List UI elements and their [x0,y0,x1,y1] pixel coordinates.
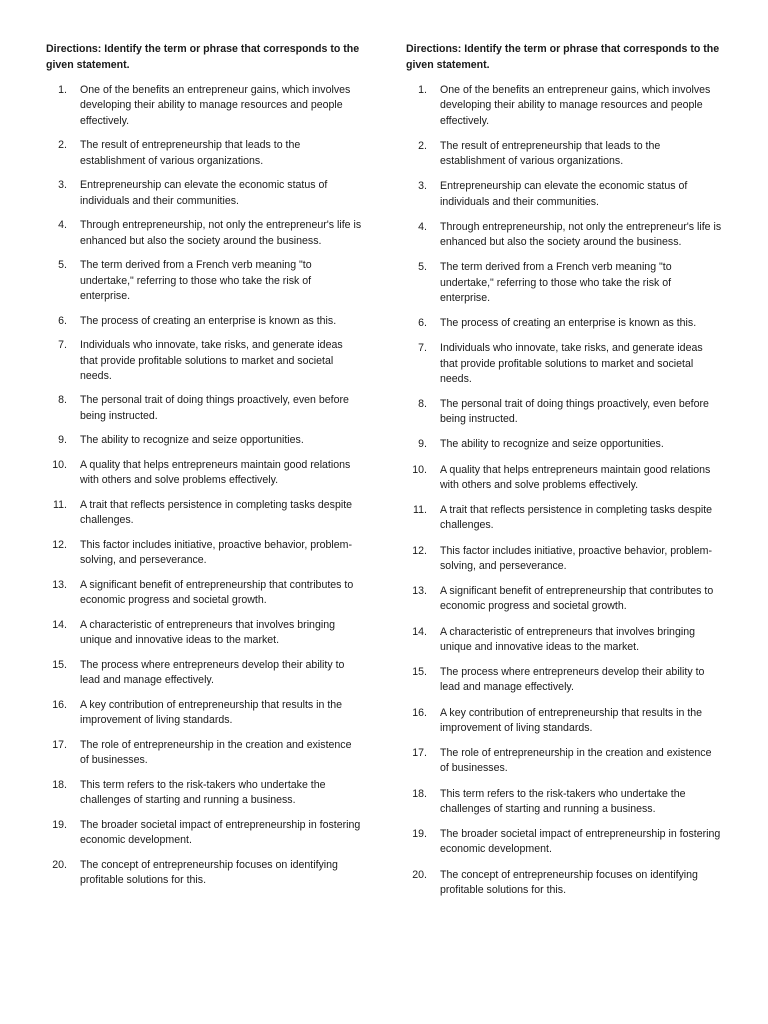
question-text: A significant benefit of entrepreneurship that contributes to economic progress and societal growth. [80,579,354,607]
question-item [406,868,722,899]
question-text: The concept of entrepreneurship focuses on identifying profitable solutions for this. [440,868,698,896]
question-text: Through entrepreneurship, not only the entrepreneur's life is enhanced but also the society around the business. [80,219,362,247]
question-text: Through entrepreneurship, not only the entrepreneur's life is enhanced but also the society around the business. [440,220,722,249]
question-text: The broader societal impact of entrepreneurship in fostering economic development. [80,819,361,847]
question-number: 12. [412,544,427,557]
question-item [406,787,722,818]
question-item [46,338,362,384]
question-number: 1. [58,84,67,96]
directions-heading: Directions: Identify the term or phrase that corresponds to the given statement. [46,43,360,71]
question-number: 20. [412,868,427,881]
question-item [406,260,722,306]
question-text: A characteristic of entrepreneurs that involves bringing unique and innovative ideas to the market. [80,619,335,647]
question-number: 17. [412,747,427,760]
question-text: One of the benefits an entrepreneur gains, which involves developing their ability to manage resources and people effectively. [80,84,351,127]
question-text: A trait that reflects persistence in completing tasks despite challenges. [80,499,353,527]
question-text: The personal trait of doing things proactively, even before being instructed. [80,394,349,422]
question-text: Entrepreneurship can elevate the economic status of individuals and their communities. [440,180,688,208]
question-item [46,314,362,329]
question-number: 18. [412,787,427,800]
question-item [46,178,362,209]
question-item [406,139,722,170]
question-list [406,83,722,898]
question-number: 7. [418,342,427,355]
question-number: 19. [412,828,427,841]
question-item [46,698,362,729]
question-number: 9. [418,438,427,451]
question-list [46,83,362,889]
question-number: 4. [418,220,427,233]
question-item [46,138,362,169]
question-number: 8. [418,397,427,410]
question-text: The role of entrepreneurship in the creation and existence of businesses. [440,747,712,775]
question-item [406,503,722,534]
question-item [406,827,722,858]
question-number: 7. [58,339,67,352]
question-number: 17. [52,739,67,752]
question-item [46,578,362,609]
question-item [406,179,722,210]
right-worksheet-column [406,42,722,908]
left-worksheet-column [46,42,362,898]
question-number: 19. [52,819,67,832]
question-number: 1. [418,84,427,96]
question-item [46,83,362,129]
question-item [46,458,362,489]
question-text: The process where entrepreneurs develop their ability to lead and manage effectively. [440,666,705,694]
question-text: The process where entrepreneurs develop their ability to lead and manage effectively. [80,659,345,687]
question-item [46,658,362,689]
question-item [46,818,362,849]
question-number: 6. [418,317,427,330]
question-number: 8. [58,394,67,407]
question-item [46,738,362,769]
question-number: 13. [412,585,427,598]
question-item [406,463,722,494]
question-text: The result of entrepreneurship that leads to the establishment of various organizations. [440,139,661,168]
question-text: A trait that reflects persistence in completing tasks despite challenges. [440,504,713,532]
question-item [406,220,722,251]
question-number: 14. [412,625,427,638]
question-number: 14. [52,619,67,632]
question-item [406,665,722,696]
question-number: 3. [58,179,67,192]
question-item [46,433,362,448]
question-number: 16. [52,699,67,712]
question-number: 12. [52,539,67,552]
directions-heading: Directions: Identify the term or phrase that corresponds to the given statement. [406,43,720,71]
question-item [46,218,362,249]
question-text: One of the benefits an entrepreneur gains, which involves developing their ability to manage resources and people effectively. [440,84,711,127]
question-number: 15. [52,659,67,672]
question-text: A quality that helps entrepreneurs maintain good relations with others and solve problems effectively. [80,459,351,487]
question-number: 11. [53,499,67,512]
question-text: A characteristic of entrepreneurs that involves bringing unique and innovative ideas to the market. [440,625,695,653]
question-text: A quality that helps entrepreneurs maintain good relations with others and solve problems effectively. [440,463,711,491]
question-number: 18. [52,779,67,792]
question-item [406,746,722,777]
question-text: A significant benefit of entrepreneurship that contributes to economic progress and societal growth. [440,585,714,613]
question-text: This term refers to the risk-takers who undertake the challenges of starting and running a business. [440,787,686,815]
question-number: 3. [418,180,427,193]
question-item [46,858,362,889]
question-number: 15. [412,666,427,679]
question-number: 16. [412,706,427,719]
question-item [46,498,362,529]
question-number: 9. [58,434,67,447]
question-text: Individuals who innovate, take risks, and generate ideas that provide profitable solutions to market and societal needs. [440,342,703,385]
question-item [46,538,362,569]
question-item [46,778,362,809]
question-text: The personal trait of doing things proactively, even before being instructed. [440,397,709,426]
question-number: 13. [52,579,67,592]
question-text: The term derived from a French verb meaning "to undertake," referring to those who take the risk of enterprise. [80,259,312,302]
question-item [46,618,362,649]
question-text: The broader societal impact of entrepreneurship in fostering economic development. [440,828,721,856]
question-item [406,706,722,737]
question-text: Entrepreneurship can elevate the economic status of individuals and their communities. [80,179,328,207]
question-text: The term derived from a French verb meaning "to undertake," referring to those who take the risk of enterprise. [440,261,672,304]
question-item [406,397,722,428]
question-item [406,625,722,656]
question-number: 2. [58,139,67,152]
question-number: 5. [58,259,67,272]
question-number: 2. [418,139,427,152]
question-item [406,316,722,331]
question-text: This factor includes initiative, proactive behavior, problem-solving, and perseverance. [440,544,713,572]
question-text: The process of creating an enterprise is known as this. [80,314,337,327]
question-text: The role of entrepreneurship in the creation and existence of businesses. [80,739,352,767]
question-number: 4. [58,219,67,232]
question-item [406,83,722,129]
question-item [406,437,722,452]
question-number: 6. [58,314,67,327]
question-text: This factor includes initiative, proactive behavior, problem-solving, and perseverance. [80,539,353,567]
question-text: The ability to recognize and seize opportunities. [80,434,304,447]
question-text: The ability to recognize and seize opportunities. [440,438,664,451]
question-text: The concept of entrepreneurship focuses on identifying profitable solutions for this. [80,859,338,887]
question-item [406,584,722,615]
question-number: 10. [412,463,427,476]
question-number: 20. [52,859,67,871]
question-item [46,393,362,424]
question-number: 11. [413,504,427,517]
question-text: The result of entrepreneurship that leads to the establishment of various organizations. [80,139,301,167]
question-item [406,341,722,387]
question-text: This term refers to the risk-takers who undertake the challenges of starting and running a business. [80,779,326,807]
question-text: A key contribution of entrepreneurship that results in the improvement of living standards. [80,699,343,727]
question-text: Individuals who innovate, take risks, and generate ideas that provide profitable solutions to market and societal needs. [80,339,343,382]
question-item [46,258,362,304]
question-number: 10. [52,459,67,472]
question-item [406,544,722,575]
question-text: A key contribution of entrepreneurship that results in the improvement of living standards. [440,706,703,734]
question-text: The process of creating an enterprise is known as this. [440,317,697,330]
question-number: 5. [418,261,427,274]
